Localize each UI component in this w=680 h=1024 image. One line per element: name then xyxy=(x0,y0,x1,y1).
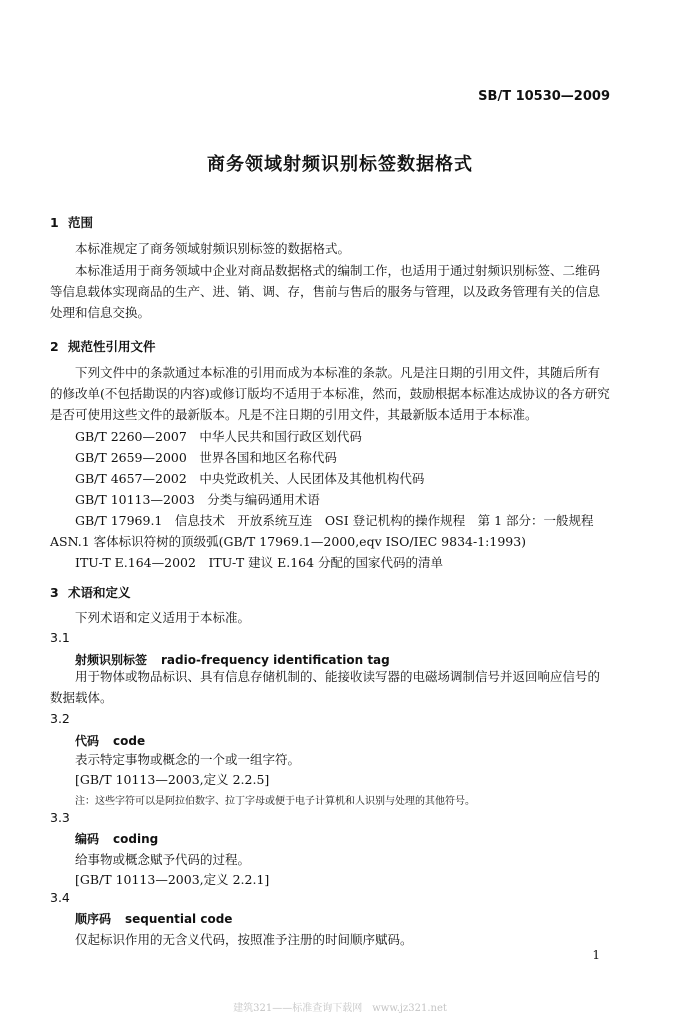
section-number: 1 xyxy=(50,215,59,230)
term-english: coding xyxy=(113,832,159,846)
term-3-2-number: 3.2 xyxy=(50,711,70,726)
reference-item-continued: ASN.1 客体标识符树的顶级弧(GB/T 17969.1—2000,eqv ISO/IEC 9834-1:1993) xyxy=(50,534,527,549)
term-3-2-heading xyxy=(75,732,145,749)
reference-item: GB/T 17969.1 信息技术 开放系统互连 OSI 登记机构的操作规程 第 1 部分：一般规程 xyxy=(75,513,594,528)
reference-item: GB/T 2260—2007 中华人民共和国行政区划代码 xyxy=(75,429,362,444)
section-2-paragraph-1: 下列文件中的条款通过本标准的引用而成为本标准的条款。凡是注日期的引用文件，其随后所有的修改单(不包括勘误的内容)或修订版均不适用于本标准，然而，鼓励根据本标准达成协议的各方研究是否可使用这些文件的最新版本。凡是不注日期的引用文件，其最新版本适用于本标准。 xyxy=(50,365,610,422)
term-3-3-number: 3.3 xyxy=(50,810,70,825)
term-3-4-heading xyxy=(75,910,232,927)
term-3-2-source: [GB/T 10113—2003,定义 2.2.5] xyxy=(75,772,270,787)
term-chinese: 编码 xyxy=(75,832,100,846)
section-2-heading xyxy=(50,337,156,355)
term-3-2-definition: 表示特定事物或概念的一个或一组字符。 xyxy=(75,752,301,767)
term-3-3-heading xyxy=(75,830,158,847)
section-3-heading xyxy=(50,583,131,601)
page-number: 1 xyxy=(592,948,600,962)
section-1-paragraph-2: 本标准适用于商务领域中企业对商品数据格式的编制工作，也适用于通过射频识别标签、二维码等信息载体实现商品的生产、进、销、调、存，售前与售后的服务与管理，以及政务管理有关的信息处理和信息交换。 xyxy=(50,263,601,320)
reference-item: GB/T 2659—2000 世界各国和地区名称代码 xyxy=(75,450,337,465)
watermark: 建筑321——标准查询下载网 www.jz321.net xyxy=(233,1003,447,1014)
term-english: sequential code xyxy=(125,912,233,926)
term-3-4-number: 3.4 xyxy=(50,890,70,905)
section-title: 范围 xyxy=(68,215,94,230)
section-number: 2 xyxy=(50,339,59,354)
reference-item: GB/T 10113—2003 分类与编码通用术语 xyxy=(75,492,320,507)
term-3-1-definition: 用于物体或物品标识、具有信息存储机制的、能接收读写器的电磁场调制信号并返回响应信号的数据载体。 xyxy=(50,669,601,705)
term-3-3-source: [GB/T 10113—2003,定义 2.2.1] xyxy=(75,872,270,887)
term-chinese: 代码 xyxy=(75,734,100,748)
term-chinese: 顺序码 xyxy=(75,912,112,926)
term-chinese: 射频识别标签 xyxy=(75,653,148,667)
reference-item: GB/T 4657—2002 中央党政机关、人民团体及其他机构代码 xyxy=(75,471,425,486)
section-3-intro: 下列术语和定义适用于本标准。 xyxy=(75,610,251,625)
term-3-2-note: 注：这些字符可以是阿拉伯数字、拉丁字母或便于电子计算机和人识别与处理的其他符号。 xyxy=(75,796,475,807)
term-english: radio-frequency identification tag xyxy=(161,653,390,667)
section-1-heading xyxy=(50,213,93,231)
section-number: 3 xyxy=(50,585,59,600)
section-1-paragraph-1: 本标准规定了商务领域射频识别标签的数据格式。 xyxy=(75,241,351,256)
standard-number: SB/T 10530—2009 xyxy=(478,89,610,104)
section-title: 规范性引用文件 xyxy=(68,339,156,354)
term-3-1-number: 3.1 xyxy=(50,630,70,645)
term-english: code xyxy=(113,734,146,748)
section-title: 术语和定义 xyxy=(68,585,131,600)
term-3-3-definition: 给事物或概念赋予代码的过程。 xyxy=(75,852,251,867)
term-3-4-definition: 仅起标识作用的无含义代码，按照准予注册的时间顺序赋码。 xyxy=(75,932,413,947)
reference-item: ITU-T E.164—2002 ITU-T 建议 E.164 分配的国家代码的清单 xyxy=(75,555,444,570)
document-title: 商务领域射频识别标签数据格式 xyxy=(207,154,473,175)
